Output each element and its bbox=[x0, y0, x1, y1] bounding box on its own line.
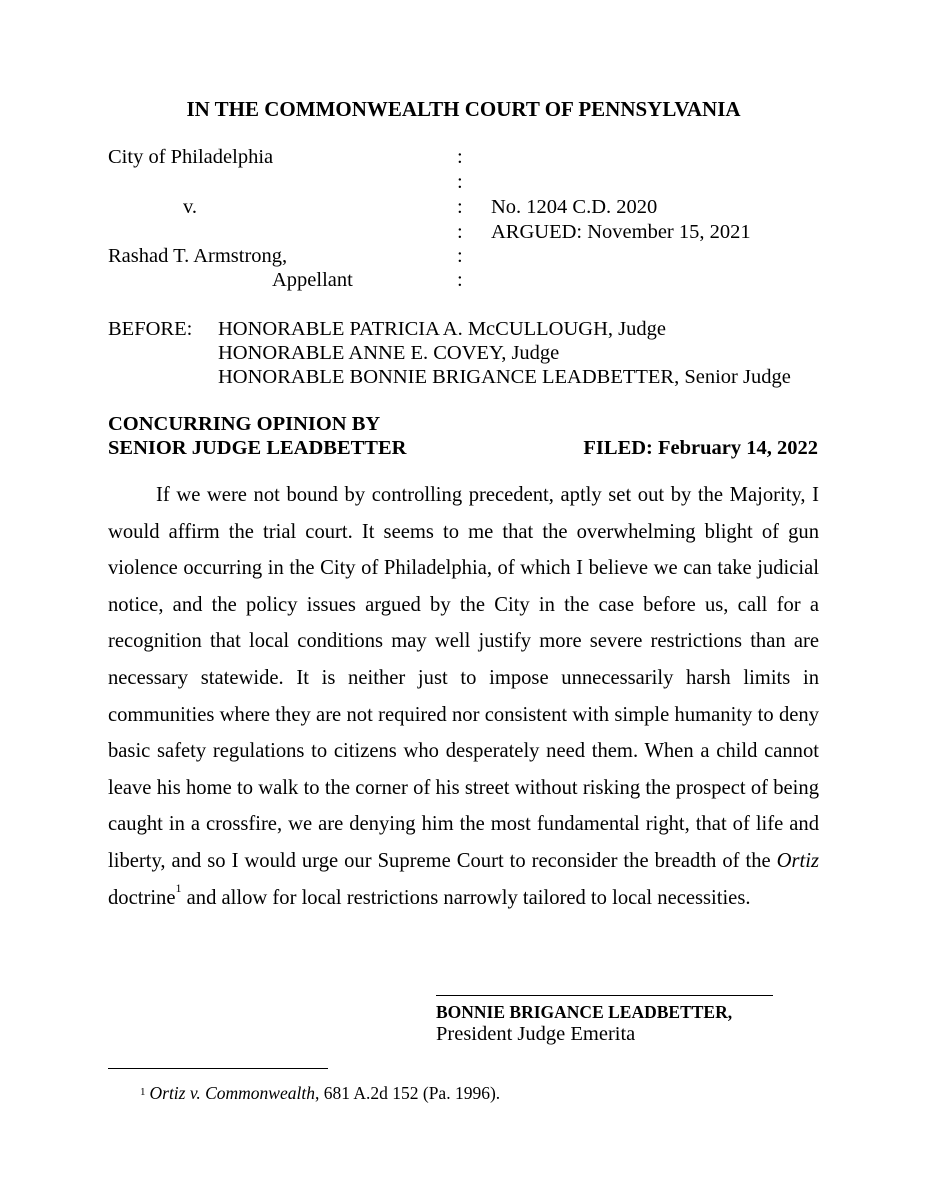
caption-party1: City of Philadelphia bbox=[108, 146, 274, 168]
opinion-paragraph bbox=[108, 477, 819, 916]
case-name-italic: Ortiz bbox=[776, 849, 819, 872]
signature-name: BONNIE BRIGANCE LEADBETTER, bbox=[436, 1002, 733, 1022]
opinion-body bbox=[108, 477, 819, 916]
signature-line bbox=[436, 995, 773, 996]
argued-date: ARGUED: November 15, 2021 bbox=[491, 221, 751, 243]
body-text-doctrine: doctrine bbox=[108, 886, 176, 909]
opinion-heading-line1: CONCURRING OPINION BY bbox=[108, 413, 381, 435]
footnote bbox=[140, 1082, 500, 1104]
caption-versus: v. bbox=[183, 196, 198, 218]
before-label: BEFORE: bbox=[108, 318, 193, 340]
footnote-citation: , 681 A.2d 152 (Pa. 1996). bbox=[314, 1083, 501, 1103]
signature-title: President Judge Emerita bbox=[436, 1023, 636, 1045]
caption-colon: : bbox=[457, 221, 463, 243]
opinion-heading-line2: SENIOR JUDGE LEADBETTER bbox=[108, 437, 407, 459]
caption-colon: : bbox=[457, 245, 463, 267]
caption-party2-role: Appellant bbox=[272, 269, 353, 291]
judge-name: HONORABLE BONNIE BRIGANCE LEADBETTER, Senior Judge bbox=[218, 366, 791, 388]
body-text-main: If we were not bound by controlling precedent, aptly set out by the Majority, I would affirm the trial court. It seems to me that the overwhelming blight of gun violence occurring in the City of Philadelphia, of which I believe we can take judicial notice, and the policy issues argued by the City in the case before us, call for a recognition that local conditions may well justify more severe restrictions than are necessary statewide. It is neither just to impose unnecessarily harsh limits in communities where they are not required nor consistent with simple humanity to deny basic safety regulations to citizens who desperately need them. When a child cannot leave his home to walk to the corner of his street without risking the prospect of being caught in a crossfire, we are denying him the most fundamental right, that of life and liberty, and so I would urge our Supreme Court to reconsider the breadth of the bbox=[108, 484, 819, 872]
footnote-reference: 1 bbox=[175, 880, 182, 895]
caption-colon: : bbox=[457, 196, 463, 218]
footnote-number: 1 bbox=[140, 1086, 146, 1098]
judge-name: HONORABLE PATRICIA A. McCULLOUGH, Judge bbox=[218, 318, 666, 340]
body-text-end: and allow for local restrictions narrowly tailored to local necessities. bbox=[181, 886, 751, 909]
caption-colon: : bbox=[457, 146, 463, 168]
judge-name: HONORABLE ANNE E. COVEY, Judge bbox=[218, 342, 560, 364]
caption-colon: : bbox=[457, 269, 463, 291]
filed-date: FILED: February 14, 2022 bbox=[583, 437, 818, 459]
docket-number: No. 1204 C.D. 2020 bbox=[491, 196, 658, 218]
footnote-case-name: Ortiz v. Commonwealth bbox=[149, 1083, 315, 1103]
footnote-separator bbox=[108, 1068, 328, 1069]
caption-colon: : bbox=[457, 171, 463, 193]
court-title: IN THE COMMONWEALTH COURT OF PENNSYLVANIA bbox=[186, 97, 741, 121]
caption-party2: Rashad T. Armstrong, bbox=[108, 245, 288, 267]
